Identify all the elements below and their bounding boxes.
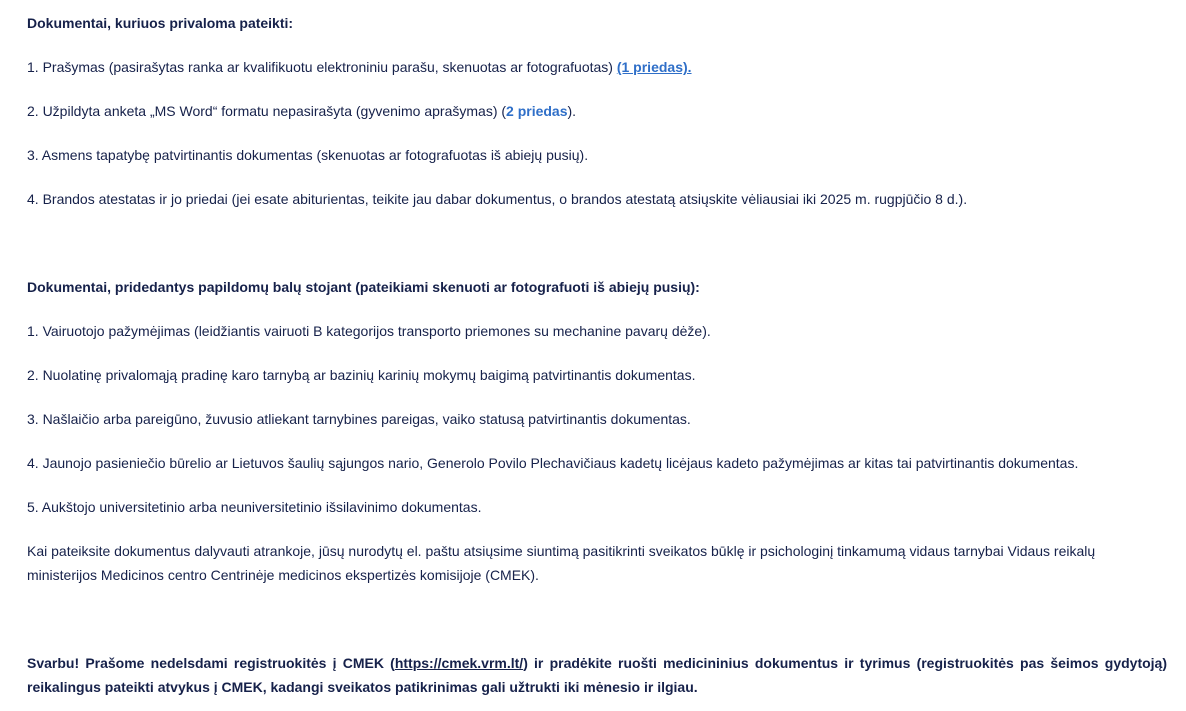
required-item-2 — [27, 102, 576, 120]
additional-item-3: 3. Našlaičio arba pareigūno, žuvusio atliekant tarnybines pareigas, vaiko statusą patvirtinantis dokumentas. — [27, 411, 691, 427]
annex-1-link[interactable]: (1 priedas). — [616, 59, 692, 75]
required-item-2-text-after: ). — [567, 103, 577, 119]
additional-item-1: 1. Vairuotojo pažymėjimas (leidžiantis vairuoti B kategorijos transporto priemones su mechanine pavarų dėže). — [27, 323, 711, 339]
required-item-4: 4. Brandos atestatas ir jo priedai (jei esate abiturientas, teikite jau dabar dokumentus, o brandos atestatą atsiųskite vėliausiai iki 2025 m. rugpjūčio 8 d.). — [27, 191, 968, 207]
additional-item-2: 2. Nuolatinę privalomąją pradinę karo tarnybą ar bazinių karinių mokymų baigimą patvirtinantis dokumentas. — [27, 367, 696, 383]
info-paragraph: Kai pateiksite dokumentus dalyvauti atrankoje, jūsų nurodytų el. paštu atsiųsime siuntimą pasitikrinti sveikatos būklę ir psichologinį tinkamumą vidaus tarnybai Vidaus reikalų ministerijos Medicinos centro Centrinėje medicinos ekspertizės komisijoje (CMEK). — [27, 543, 1096, 583]
annex-2-link[interactable]: 2 priedas — [506, 103, 568, 119]
required-item-3: 3. Asmens tapatybę patvirtinantis dokumentas (skenuotas ar fotografuotas iš abiejų pusių). — [27, 147, 589, 163]
important-prefix: Svarbu! Prašome nedelsdami registruokitės į CMEK ( — [27, 655, 395, 671]
important-suffix: ) ir pradėkite ruošti medicininius dokumentus ir tyrimus (registruokitės pas šeimos gydytoją) reikalingus pateikti atvykus į CMEK, kadangi sveikatos patikrinimas gali užtrukti iki mėnesio ir ilgiau. — [27, 655, 1167, 695]
additional-item-4: 4. Jaunojo pasieniečio būrelio ar Lietuvos šaulių sąjungos nario, Generolo Povilo Plechavičiaus kadetų licėjaus kadeto pažymėjimas ar kitas tai patvirtinantis dokumentas. — [27, 455, 1079, 471]
additional-documents-heading: Dokumentai, pridedantys papildomų balų stojant (pateikiami skenuoti ar fotografuoti iš abiejų pusių): — [27, 279, 700, 295]
required-item-1-text: 1. Prašymas (pasirašytas ranka ar kvalifikuotu elektroniniu parašu, skenuotas ar fotografuotas) — [27, 59, 617, 75]
cmek-link[interactable]: https://cmek.vrm.lt/ — [394, 655, 524, 671]
required-item-1 — [27, 58, 692, 76]
additional-item-5: 5. Aukštojo universitetinio arba neuniversitetinio išsilavinimo dokumentas. — [27, 499, 482, 515]
required-documents-heading: Dokumentai, kuriuos privaloma pateikti: — [27, 15, 294, 31]
required-item-2-text-before: 2. Užpildyta anketa „MS Word“ formatu nepasirašyta (gyvenimo aprašymas) ( — [27, 103, 507, 119]
important-notice — [27, 651, 1167, 699]
